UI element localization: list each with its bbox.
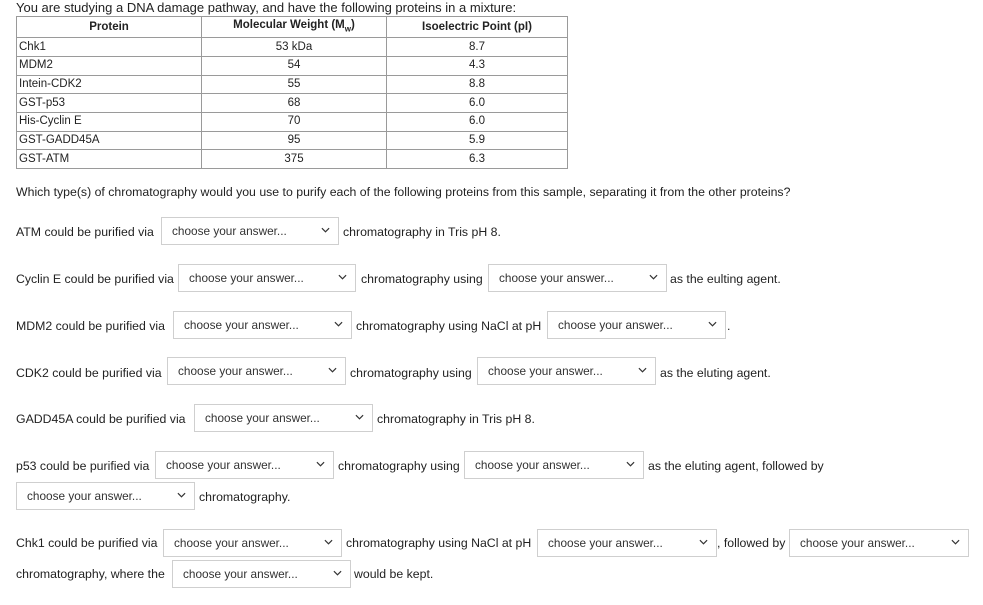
mdm2-mid: chromatography using NaCl at pH [356,319,542,333]
intro-text: You are studying a DNA damage pathway, and have the following proteins in a mixture: [16,0,517,15]
chevron-down-icon [626,461,635,467]
chevron-down-icon [708,321,717,327]
select-value: choose your answer... [184,318,299,332]
select-value: choose your answer... [174,536,289,550]
molecular-weight-cell: 68 [202,94,387,113]
molecular-weight-cell: 54 [202,56,387,75]
select-value: choose your answer... [558,318,673,332]
select-value: choose your answer... [548,536,663,550]
table-row [17,150,568,169]
chk1-fraction-select[interactable] [172,560,351,588]
protein-cell: MDM2 [17,56,202,75]
table-row [17,56,568,75]
chevron-down-icon [177,492,186,498]
protein-cell: GST-p53 [17,94,202,113]
p53-label: p53 could be purified via [16,459,150,473]
chk1-mid: chromatography using NaCl at pH [346,536,532,550]
chk1-where-the: chromatography, where the [16,567,165,581]
header-molecular-weight: Molecular Weight $(M_w)$ [202,17,387,38]
select-value: choose your answer... [189,271,304,285]
chevron-down-icon [699,539,708,545]
cyclin-e-eluent-select[interactable] [488,264,667,292]
cyclin-e-suffix: as the eulting agent. [670,272,781,286]
mdm2-label: MDM2 could be purified via [16,319,165,333]
atm-suffix: chromatography in Tris pH 8. [343,225,501,239]
table-row [17,113,568,132]
chk1-label: Chk1 could be purified via [16,536,158,550]
protein-cell: GST-ATM [17,150,202,169]
chk1-second-method-select[interactable] [789,529,969,557]
chevron-down-icon [638,367,647,373]
chk1-suffix: would be kept. [354,567,434,581]
select-value: choose your answer... [475,458,590,472]
mdm2-ph-select[interactable] [547,311,726,339]
p53-suffix: chromatography. [199,490,291,504]
cdk2-mid: chromatography using [350,366,472,380]
select-value: choose your answer... [488,364,603,378]
select-value: choose your answer... [172,224,287,238]
chk1-followed-by: , followed by [717,536,786,550]
chevron-down-icon [355,414,364,420]
cdk2-eluent-select[interactable] [477,357,656,385]
select-value: choose your answer... [205,411,320,425]
header-protein: Protein [17,17,202,38]
chevron-down-icon [316,461,325,467]
chevron-down-icon [338,274,347,280]
molecular-weight-cell: 55 [202,75,387,94]
atm-method-select[interactable] [161,217,339,245]
isoelectric-point-cell: 8.7 [387,38,568,57]
p53-followed-by: as the eluting agent, followed by [648,459,824,473]
header-isoelectric-point: Isoelectric Point (pI) [387,17,568,38]
chevron-down-icon [328,367,337,373]
chk1-ph-select[interactable] [537,529,717,557]
table-row [17,131,568,150]
isoelectric-point-cell: 8.8 [387,75,568,94]
isoelectric-point-cell: 5.9 [387,131,568,150]
chevron-down-icon [324,539,333,545]
mdm2-suffix: . [727,319,731,333]
table-row [17,38,568,57]
gadd45a-label: GADD45A could be purified via [16,412,186,426]
cyclin-e-label: Cyclin E could be purified via [16,272,174,286]
isoelectric-point-cell: 6.3 [387,150,568,169]
select-value: choose your answer... [499,271,614,285]
isoelectric-point-cell: 6.0 [387,94,568,113]
chevron-down-icon [951,539,960,545]
select-value: choose your answer... [178,364,293,378]
atm-label: ATM could be purified via [16,225,154,239]
question-text: Which type(s) of chromatography would you use to purify each of the following proteins from this sample, separating it from the other proteins? [16,185,791,199]
cyclin-e-method-select[interactable] [178,264,356,292]
molecular-weight-cell: 375 [202,150,387,169]
chevron-down-icon [649,274,658,280]
protein-cell: GST-GADD45A [17,131,202,150]
protein-cell: Chk1 [17,38,202,57]
protein-table [16,16,568,169]
molecular-weight-cell: 95 [202,131,387,150]
cdk2-label: CDK2 could be purified via [16,366,162,380]
protein-cell: Intein-CDK2 [17,75,202,94]
select-value: choose your answer... [166,458,281,472]
p53-mid: chromatography using [338,459,460,473]
gadd45a-method-select[interactable] [194,404,373,432]
chevron-down-icon [321,227,330,233]
p53-second-method-select[interactable] [16,482,195,510]
molecular-weight-cell: 53 kDa [202,38,387,57]
cdk2-method-select[interactable] [167,357,346,385]
isoelectric-point-cell: 6.0 [387,113,568,132]
table-header-row [17,17,568,38]
chevron-down-icon [333,570,342,576]
table-row [17,94,568,113]
chevron-down-icon [334,321,343,327]
protein-cell: His-Cyclin E [17,113,202,132]
select-value: choose your answer... [800,536,915,550]
p53-method-select[interactable] [155,451,334,479]
select-value: choose your answer... [27,489,142,503]
mdm2-method-select[interactable] [173,311,352,339]
cyclin-e-mid: chromatography using [361,272,483,286]
select-value: choose your answer... [183,567,298,581]
p53-eluent-select[interactable] [464,451,644,479]
chk1-method-select[interactable] [163,529,342,557]
isoelectric-point-cell: 4.3 [387,56,568,75]
gadd45a-suffix: chromatography in Tris pH 8. [377,412,535,426]
cdk2-suffix: as the eluting agent. [660,366,771,380]
molecular-weight-cell: 70 [202,113,387,132]
table-row [17,75,568,94]
